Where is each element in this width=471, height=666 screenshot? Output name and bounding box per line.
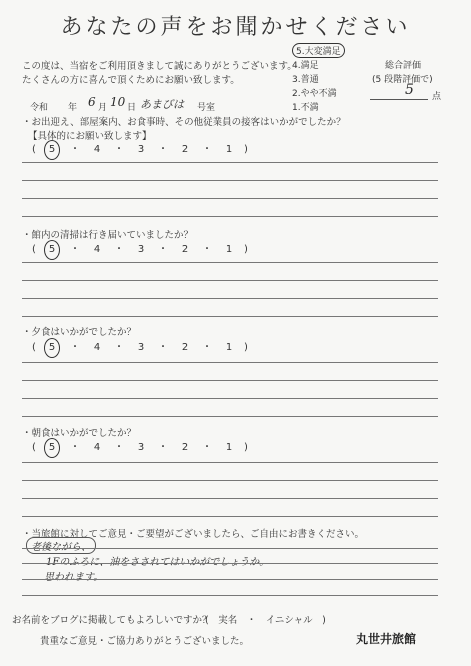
answer-line	[22, 416, 438, 417]
blog-options[interactable]: ( 実名 ・ イニシャル )	[205, 615, 326, 626]
handwritten-comment-1: 老後ながら、	[26, 537, 96, 554]
section-1-sub: 【具体的にお願い致します】	[28, 131, 152, 142]
rating-1[interactable]: 1	[225, 442, 233, 453]
day-label: 日	[127, 103, 137, 113]
answer-line	[22, 563, 438, 564]
section-2-question: ・館内の清掃は行き届いていましたか？	[22, 230, 194, 241]
rating-4[interactable]: 4	[93, 244, 101, 255]
intro-line-2: たくさんの方に喜んで頂くためにお願い致します。	[22, 75, 240, 86]
overall-value: 5	[405, 82, 414, 98]
rating-3[interactable]: 3	[137, 342, 145, 353]
rating-3[interactable]: 3	[137, 244, 145, 255]
scale-item-2: 2.やや不満	[292, 89, 337, 99]
section-1-ratings: ( 5 ･ 4 ･ 3 ･ 2 ･ 1 )	[28, 140, 252, 160]
blog-question: お名前をブログに掲載してもよろしいですか？	[12, 615, 212, 626]
era-label: 令和	[30, 103, 49, 113]
page-title: あなたの声をお聞かせください	[60, 15, 411, 40]
overall-underline	[370, 99, 428, 100]
inn-name: 丸世井旅館	[356, 632, 417, 646]
answer-line	[22, 362, 438, 363]
month-label: 月	[98, 103, 108, 113]
rating-1[interactable]: 1	[225, 342, 233, 353]
section-3-ratings: ( 5 ･ 4 ･ 3 ･ 2 ･ 1 )	[28, 338, 252, 358]
section-2-ratings: ( 5 ･ 4 ･ 3 ･ 2 ･ 1 )	[28, 240, 252, 260]
scale-item-3: 3.普通	[292, 75, 319, 85]
handwritten-comment-2: 1Fのふろに、油をさされてはいかがでしょうか。	[46, 557, 270, 568]
overall-unit: 点	[432, 92, 442, 102]
rating-2[interactable]: 2	[181, 442, 189, 453]
answer-line	[22, 180, 438, 181]
answer-line	[22, 280, 438, 281]
rating-4[interactable]: 4	[93, 442, 101, 453]
answer-line	[22, 480, 438, 481]
rating-1[interactable]: 1	[225, 244, 233, 255]
section-4-ratings: ( 5 ･ 4 ･ 3 ･ 2 ･ 1 )	[28, 438, 252, 458]
rating-5[interactable]: 5	[44, 338, 60, 358]
answer-line	[22, 498, 438, 499]
rating-2[interactable]: 2	[181, 244, 189, 255]
answer-line	[22, 162, 438, 163]
intro-line-1: この度は、当宿をご利用頂きまして誠にありがとうございます。	[22, 61, 297, 72]
answer-line	[22, 198, 438, 199]
section-1-question: ・お出迎え、部屋案内、お食事時、その他従業員の接客はいかがでしたか？	[22, 117, 346, 128]
rating-5[interactable]: 5	[44, 140, 60, 160]
rating-2[interactable]: 2	[181, 342, 189, 353]
scale-item-4: 4.満足	[292, 61, 319, 71]
scale-item-1: 1.不満	[292, 103, 319, 113]
thanks-text: 貴重なご意見・ご協力ありがとうございました。	[40, 636, 250, 647]
answer-line	[22, 579, 438, 580]
rating-3[interactable]: 3	[137, 442, 145, 453]
overall-note: (5 段階評価で)	[372, 75, 433, 85]
answer-line	[22, 462, 438, 463]
answer-line	[22, 595, 438, 596]
answer-line	[22, 298, 438, 299]
answer-line	[22, 262, 438, 263]
rating-5[interactable]: 5	[44, 240, 60, 260]
room-value: あまびは	[140, 98, 184, 111]
answer-line	[22, 380, 438, 381]
month-value: 6	[88, 95, 96, 109]
section-3-question: ・夕食はいかがでしたか？	[22, 327, 137, 338]
room-label: 号室	[197, 103, 216, 113]
rating-1[interactable]: 1	[225, 144, 233, 155]
day-value: 10	[110, 95, 126, 109]
handwritten-comment-3: 思われます。	[44, 572, 104, 583]
overall-label: 総合評価	[385, 61, 422, 71]
section-4-question: ・朝食はいかがでしたか？	[22, 428, 137, 439]
rating-2[interactable]: 2	[181, 144, 189, 155]
rating-4[interactable]: 4	[93, 342, 101, 353]
answer-line	[22, 516, 438, 517]
answer-line	[22, 548, 438, 549]
answer-line	[22, 316, 438, 317]
answer-line	[22, 398, 438, 399]
rating-3[interactable]: 3	[137, 144, 145, 155]
rating-5[interactable]: 5	[44, 438, 60, 458]
year-label: 年	[68, 103, 78, 113]
comments-question: ・当旅館に対してご意見・ご要望がございましたら、ご自由にお書きください。	[22, 529, 365, 540]
answer-line	[22, 216, 438, 217]
scale-item-5: 5.大変満足	[292, 43, 345, 58]
rating-4[interactable]: 4	[93, 144, 101, 155]
